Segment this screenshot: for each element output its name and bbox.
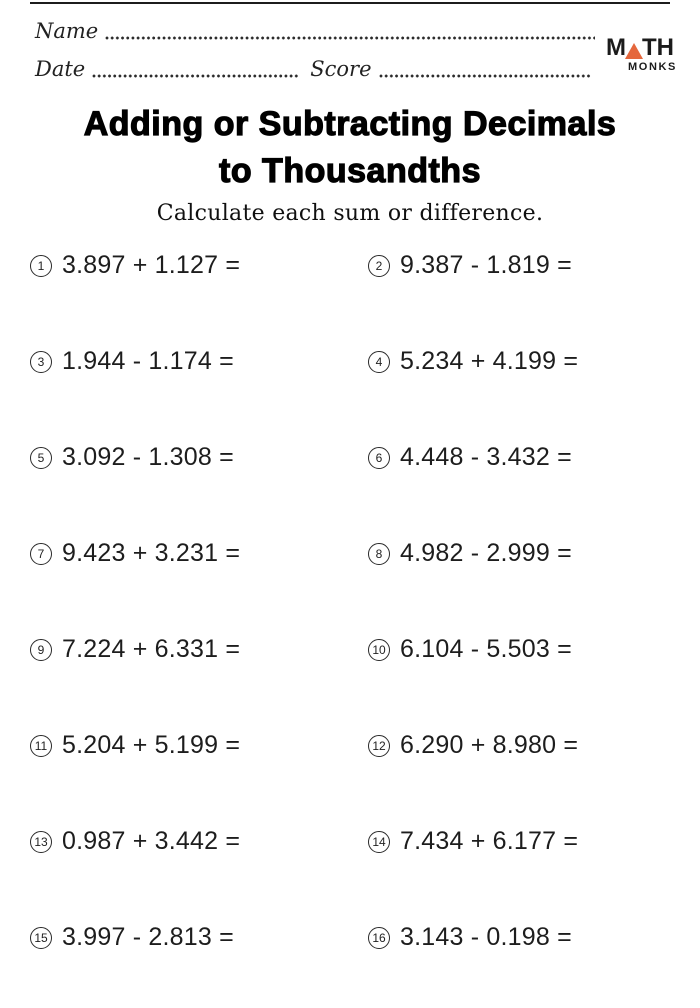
problem-item-7 bbox=[30, 528, 368, 624]
name-label: Name bbox=[35, 19, 99, 43]
problem-expression: 7.224 + 6.331 = bbox=[62, 635, 241, 663]
instruction-text: Calculate each sum or difference. bbox=[156, 201, 544, 226]
logo-wordmark bbox=[600, 36, 680, 60]
problem-item-13 bbox=[30, 816, 368, 912]
date-score-row bbox=[35, 58, 592, 81]
problem-item-11 bbox=[30, 720, 368, 816]
problem-item-15 bbox=[30, 912, 368, 1008]
problem-item-16 bbox=[368, 912, 680, 1008]
problem-number-badge: 11 bbox=[30, 735, 52, 757]
problem-expression: 1.944 - 1.174 = bbox=[62, 347, 234, 375]
date-dotted-line bbox=[92, 74, 300, 78]
problem-expression: 5.204 + 5.199 = bbox=[62, 731, 241, 759]
score-dotted-line bbox=[379, 74, 593, 78]
problem-item-2 bbox=[368, 240, 680, 336]
math-monks-logo bbox=[600, 36, 680, 73]
problem-number-badge: 7 bbox=[30, 543, 52, 565]
name-dotted-line bbox=[105, 36, 595, 40]
problem-number-badge: 5 bbox=[30, 447, 52, 469]
problem-item-10 bbox=[368, 624, 680, 720]
top-divider bbox=[30, 2, 670, 4]
date-label: Date bbox=[35, 57, 86, 81]
problem-expression: 6.290 + 8.980 = bbox=[400, 731, 579, 759]
problem-number-badge: 1 bbox=[30, 255, 52, 277]
problem-item-3 bbox=[30, 336, 368, 432]
problem-number-badge: 10 bbox=[368, 639, 390, 661]
problem-number-badge: 9 bbox=[30, 639, 52, 661]
problem-number-badge: 16 bbox=[368, 927, 390, 949]
problem-item-4 bbox=[368, 336, 680, 432]
problem-number-badge: 6 bbox=[368, 447, 390, 469]
problem-expression: 3.092 - 1.308 = bbox=[62, 443, 234, 471]
problem-number-badge: 13 bbox=[30, 831, 52, 853]
worksheet-title-line2: to Thousandths bbox=[219, 152, 481, 190]
problem-item-5 bbox=[30, 432, 368, 528]
problem-number-badge: 4 bbox=[368, 351, 390, 373]
problem-item-14 bbox=[368, 816, 680, 912]
problem-number-badge: 3 bbox=[30, 351, 52, 373]
problem-number-badge: 2 bbox=[368, 255, 390, 277]
problem-expression: 3.143 - 0.198 = bbox=[400, 923, 572, 951]
problem-expression: 0.987 + 3.442 = bbox=[62, 827, 241, 855]
logo-letter-m: M bbox=[606, 34, 626, 61]
logo-subtext: MONKS bbox=[628, 61, 677, 73]
logo-triangle-icon bbox=[625, 43, 643, 59]
problem-expression: 4.982 - 2.999 = bbox=[400, 539, 572, 567]
problem-expression: 3.897 + 1.127 = bbox=[62, 251, 241, 279]
problem-expression: 6.104 - 5.503 = bbox=[400, 635, 572, 663]
name-field-row bbox=[35, 20, 595, 43]
worksheet-title bbox=[0, 101, 700, 195]
problem-expression: 4.448 - 3.432 = bbox=[400, 443, 572, 471]
problem-list bbox=[30, 240, 680, 1008]
problem-number-badge: 8 bbox=[368, 543, 390, 565]
problem-number-badge: 15 bbox=[30, 927, 52, 949]
worksheet-title-line1: Adding or Subtracting Decimals bbox=[83, 105, 617, 143]
problem-expression: 7.434 + 6.177 = bbox=[400, 827, 579, 855]
problem-expression: 9.423 + 3.231 = bbox=[62, 539, 241, 567]
problem-item-12 bbox=[368, 720, 680, 816]
logo-letters-th: TH bbox=[642, 34, 674, 61]
score-label: Score bbox=[310, 57, 372, 81]
problem-item-8 bbox=[368, 528, 680, 624]
problem-item-1 bbox=[30, 240, 368, 336]
problem-number-badge: 12 bbox=[368, 735, 390, 757]
problem-expression: 3.997 - 2.813 = bbox=[62, 923, 234, 951]
problem-item-9 bbox=[30, 624, 368, 720]
problem-number-badge: 14 bbox=[368, 831, 390, 853]
problem-expression: 9.387 - 1.819 = bbox=[400, 251, 572, 279]
problem-item-6 bbox=[368, 432, 680, 528]
problem-expression: 5.234 + 4.199 = bbox=[400, 347, 579, 375]
